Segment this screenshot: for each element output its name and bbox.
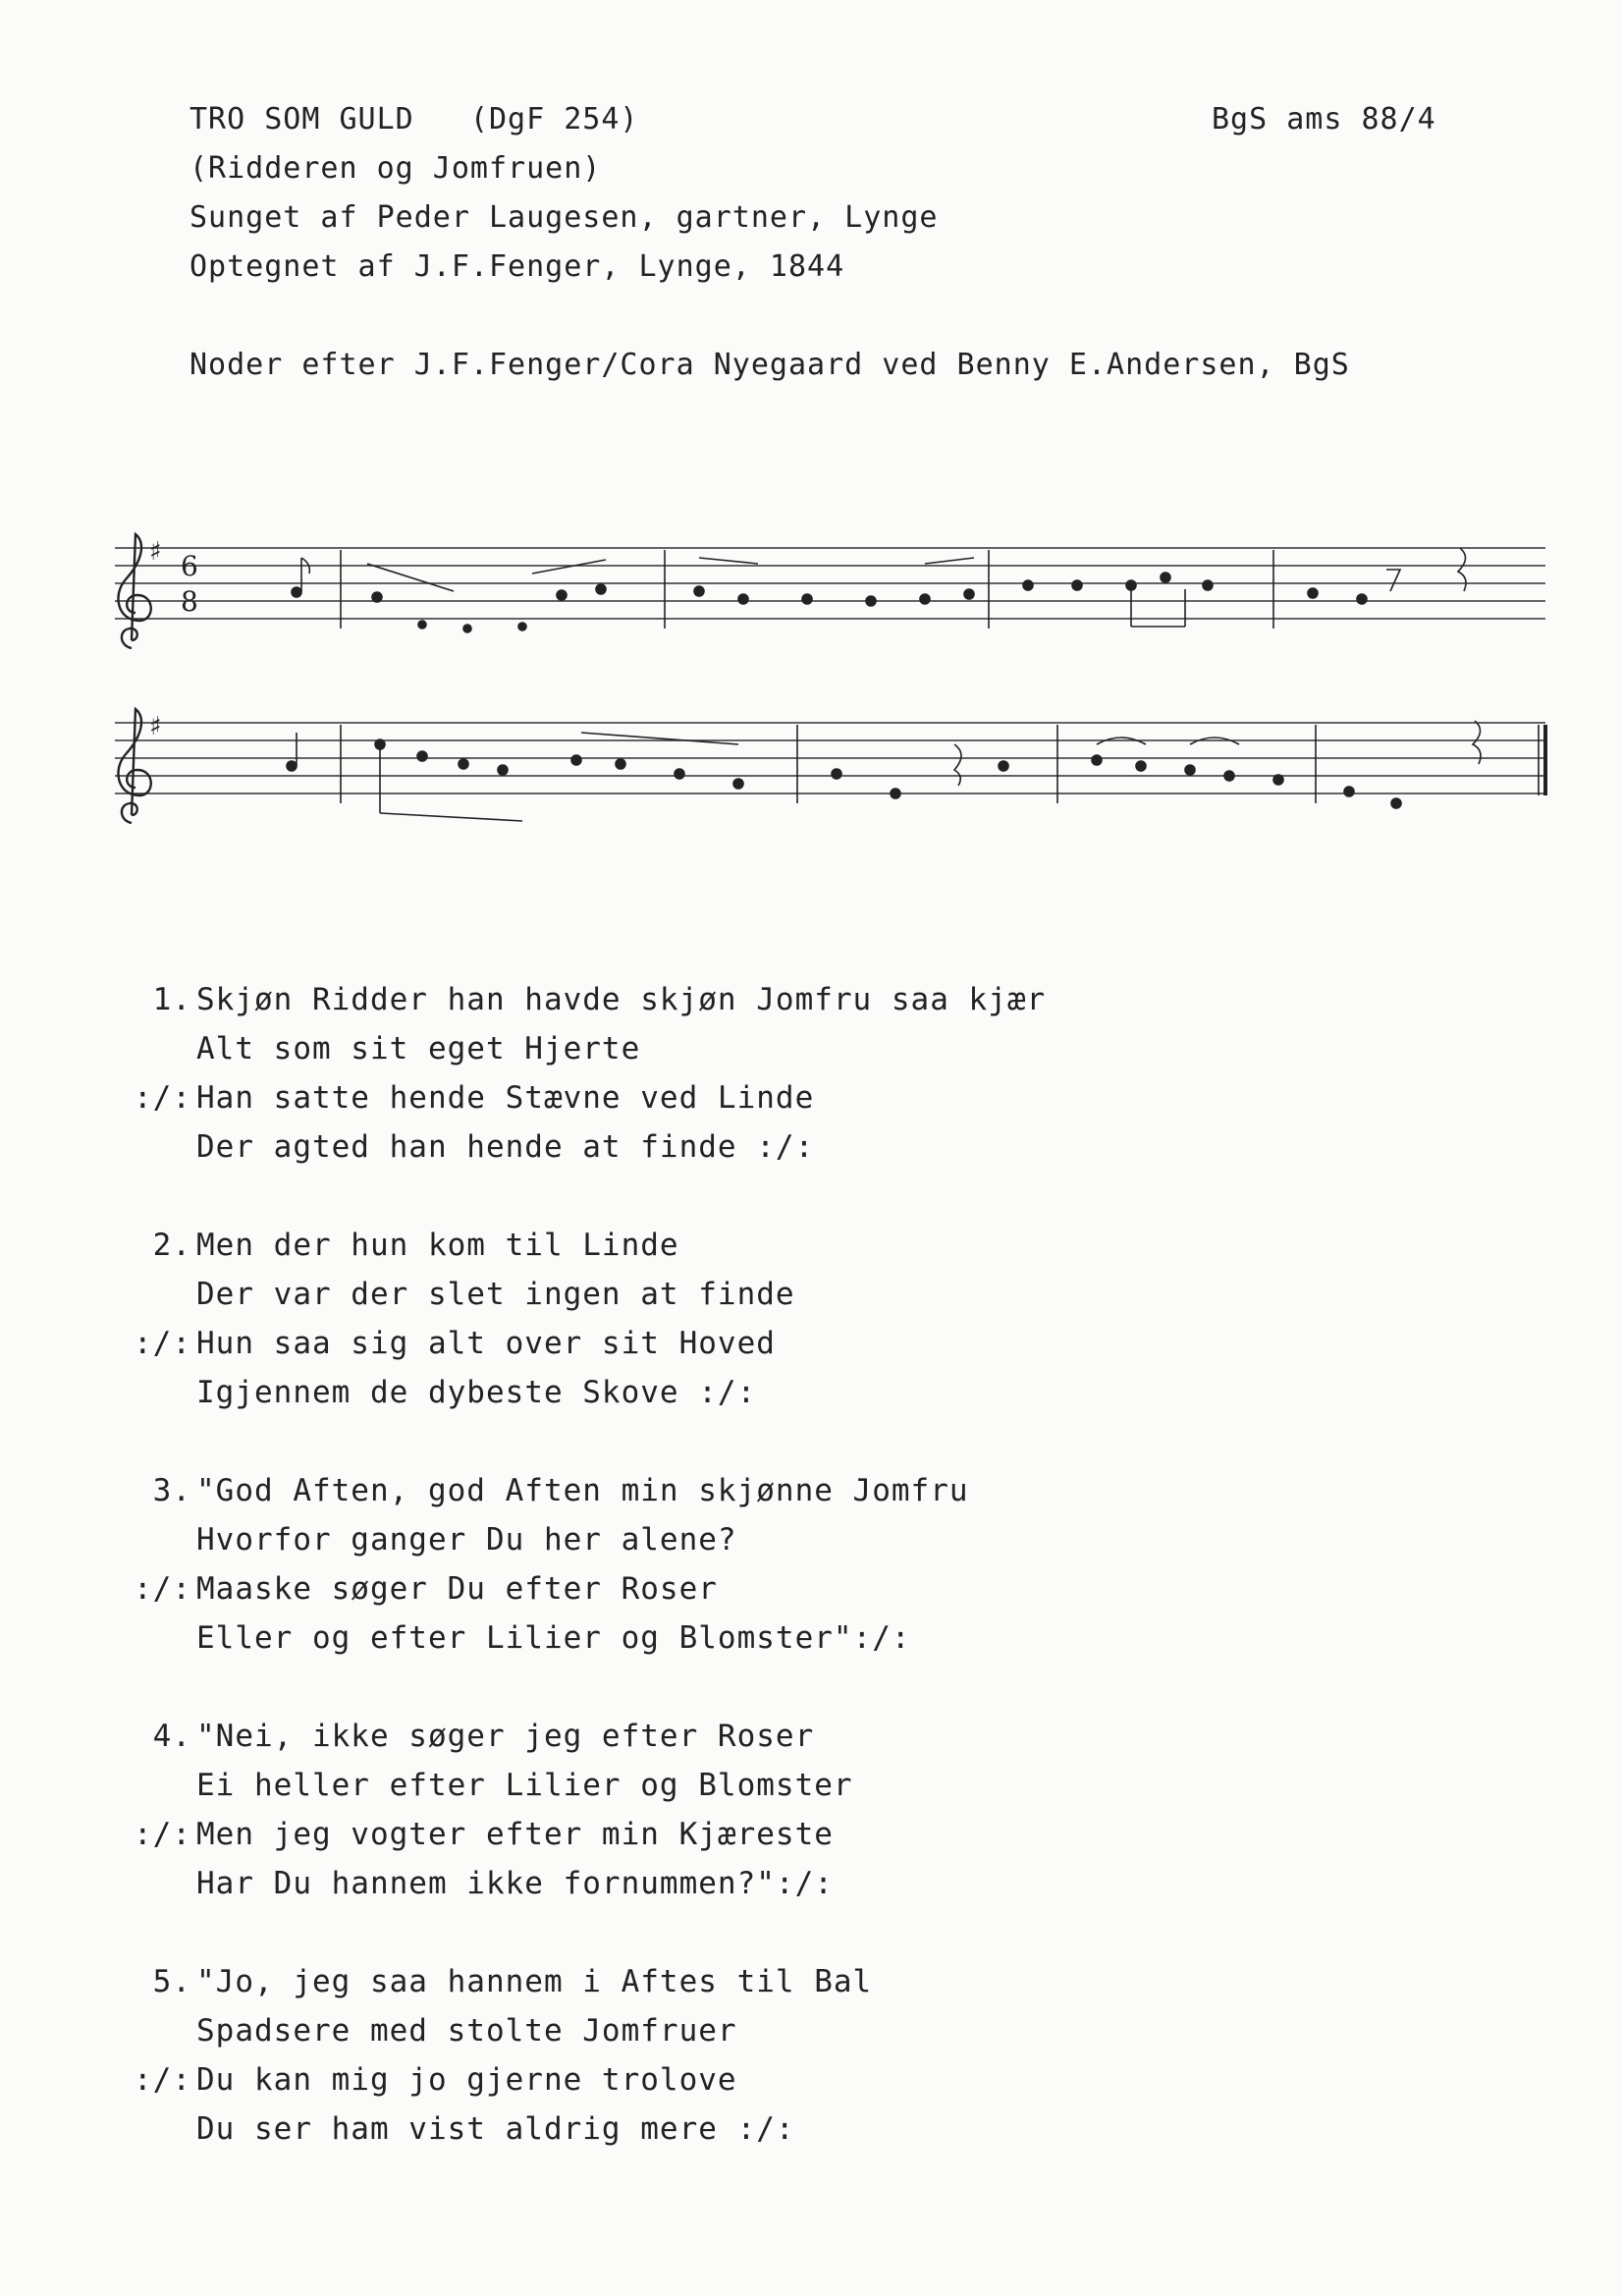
verse-line: Du kan mig jo gjerne trolove	[196, 2062, 737, 2098]
repeat-mark: :/:	[134, 2062, 191, 2098]
verse-line: "Jo, jeg saa hannem i Aftes til Bal	[196, 1964, 873, 1999]
verse-line: Har Du hannem ikke fornummen?":/:	[196, 1866, 834, 1901]
notation-credit: Noder efter J.F.Fenger/Cora Nyegaard ved Benny E.Andersen, BgS	[189, 348, 1350, 382]
verse-number: 5.	[152, 1964, 191, 1999]
treble-clef-icon	[118, 709, 150, 823]
verse-line: Hun saa sig alt over sit Hoved	[196, 1326, 776, 1361]
repeat-mark: :/:	[134, 1817, 191, 1852]
verse-line: Spadsere med stolte Jomfruer	[196, 2013, 737, 2049]
music-staff-1	[110, 530, 1553, 678]
staff-2-notes	[287, 721, 1545, 821]
repeat-mark: :/:	[134, 1080, 191, 1116]
verse-line: "God Aften, god Aften min skjønne Jomfru	[196, 1473, 969, 1508]
verse-line: Men jeg vogter efter min Kjæreste	[196, 1817, 834, 1852]
verse-line: Der var der slet ingen at finde	[196, 1277, 795, 1312]
archive-reference: BgS ams 88/4	[1212, 102, 1436, 137]
verse-line: Skjøn Ridder han havde skjøn Jomfru saa kjær	[196, 982, 1047, 1017]
verse-line: Ei heller efter Lilier og Blomster	[196, 1768, 853, 1803]
verse-line: Igjennem de dybeste Skove :/:	[196, 1375, 757, 1410]
verse-line: "Nei, ikke søger jeg efter Roser	[196, 1719, 815, 1754]
staff-lines	[115, 548, 1545, 619]
recorded-line: Optegnet af J.F.Fenger, Lynge, 1844	[189, 249, 845, 284]
song-title: TRO SOM GULD (DgF 254)	[189, 102, 639, 137]
verse-line: Der agted han hende at finde :/:	[196, 1129, 815, 1165]
verse-line: Alt som sit eget Hjerte	[196, 1031, 641, 1066]
singer-line: Sunget af Peder Laugesen, gartner, Lynge	[189, 200, 939, 235]
sharp-sign-icon: ♯	[149, 537, 162, 567]
verse-number: 4.	[152, 1719, 191, 1754]
song-subtitle: (Ridderen og Jomfruen)	[189, 151, 602, 186]
verse-line: Han satte hende Stævne ved Linde	[196, 1080, 815, 1116]
staff-1-notes	[292, 548, 1466, 632]
verse-line: Du ser ham vist aldrig mere :/:	[196, 2111, 795, 2147]
time-signature-bottom: 8	[181, 585, 198, 618]
verse-number: 2.	[152, 1228, 191, 1263]
verse-line: Eller og efter Lilier og Blomster":/:	[196, 1620, 911, 1656]
repeat-mark: :/:	[134, 1571, 191, 1607]
verse-line: Men der hun kom til Linde	[196, 1228, 679, 1263]
treble-clef-icon	[118, 534, 150, 648]
verse-line: Maaske søger Du efter Roser	[196, 1571, 718, 1607]
verse-number: 3.	[152, 1473, 191, 1508]
repeat-mark: :/:	[134, 1326, 191, 1361]
time-signature-top: 6	[181, 550, 198, 582]
verse-number: 1.	[152, 982, 191, 1017]
sharp-sign-icon: ♯	[149, 712, 162, 741]
staff-lines	[115, 723, 1545, 793]
verse-line: Hvorfor ganger Du her alene?	[196, 1522, 737, 1558]
music-staff-2	[110, 705, 1553, 852]
